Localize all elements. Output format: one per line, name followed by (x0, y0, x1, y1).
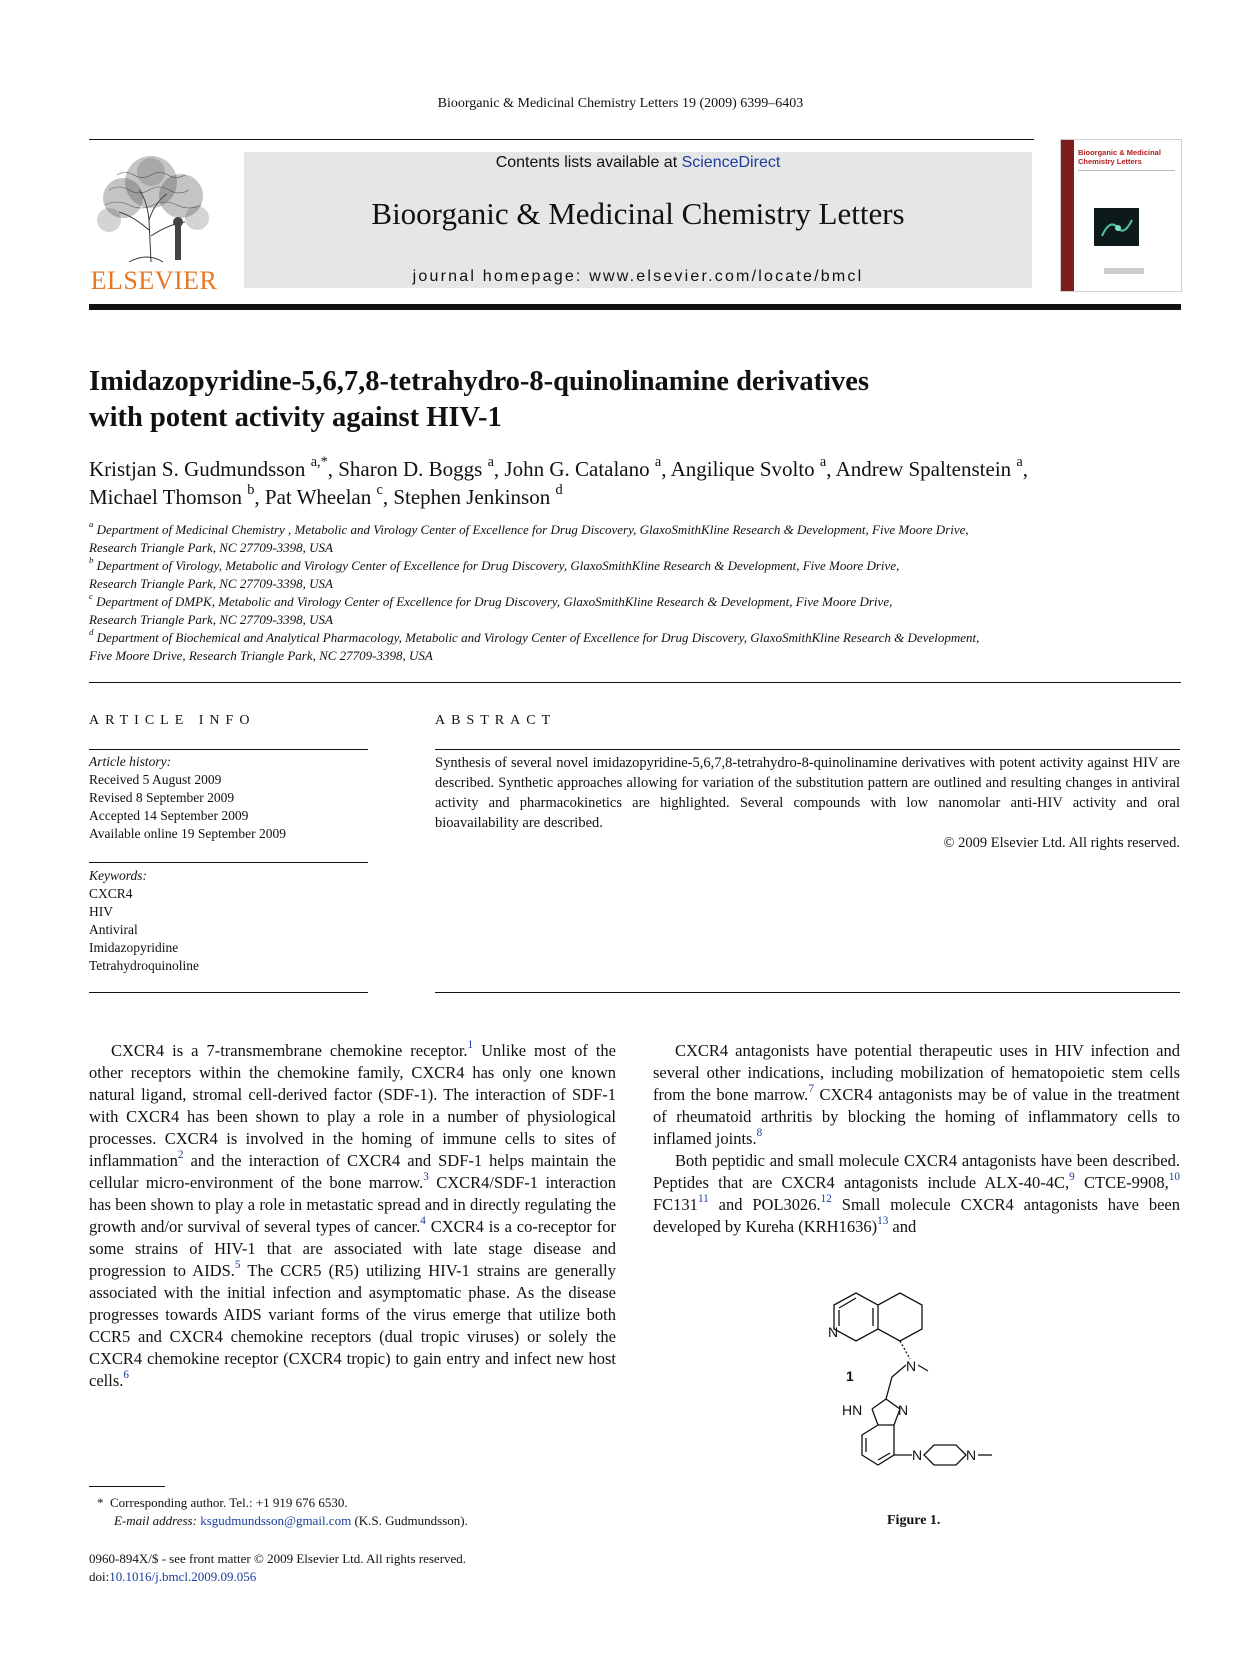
elsevier-logo[interactable] (89, 150, 219, 295)
body-paragraph: Both peptidic and small molecule CXCR4 antagonists have been described. Peptides that are CXCR4 antagonists include ALX-40-4C,$^9$ CTCE-9908,10 $FC131^{11}$ and POL3026.12 Small molecule CXCR4 antagonists have been developed by Kureha $(KRH1636)^{13}$ and (653, 1151, 1181, 1236)
affiliation-cont: Research Triangle Park, NC 27709-3398, USA (89, 612, 333, 627)
author[interactable]: John G. Catalano $^a$ (504, 453, 662, 481)
homepage-url[interactable]: www.elsevier.com/locate/bmcl (589, 268, 864, 285)
affiliation: $^c$ Department of DMPK, Metabolic and Virology Center of Excellence for Drug Discovery, GlaxoSmithKline Research & Development, Five Moore Drive, (89, 591, 893, 609)
keyword: Imidazopyridine (89, 940, 179, 955)
figure-caption: Figure 1. (887, 1513, 941, 1528)
abstract-copyright: © 2009 Elsevier Ltd. All rights reserved. (943, 835, 1180, 851)
keywords (89, 867, 368, 975)
keyword: HIV (89, 904, 113, 919)
ref-link[interactable]: 2 (177, 1148, 184, 1161)
compound-number: 1 (846, 1368, 854, 1384)
sciencedirect-link[interactable]: ScienceDirect (681, 154, 781, 171)
article-history (89, 753, 368, 843)
elsevier-wordmark: ELSEVIER (90, 266, 218, 295)
abstract-rule (435, 749, 1180, 750)
ref-link[interactable]: 4 (420, 1214, 426, 1227)
atom-label: N (906, 1358, 917, 1374)
journal-banner (244, 152, 1032, 288)
figure-1 (820, 1285, 1020, 1515)
issn-line: 0960-894X/$ - see front matter © 2009 Elsevier Ltd. All rights reserved. (89, 1551, 467, 1566)
affiliation: $^b$ Department of Virology, Metabolic and Virology Center of Excellence for Drug Discovery, GlaxoSmithKline Research & Development, Five Moore Drive, (89, 555, 900, 573)
article-info-heading: ARTICLE INFO (89, 713, 256, 728)
contents-prefix: Contents lists available at (495, 154, 682, 171)
email-line: E-mail address: ksgudmundsson@gmail.com (K.S. Gudmundsson). (114, 1513, 468, 1528)
cover-image (1094, 208, 1139, 246)
atom-label: N (912, 1447, 923, 1463)
doi-line: doi:10.1016/j.bmcl.2009.09.056 (89, 1569, 257, 1584)
author[interactable]: Sharon D. Boggs $^a$ (338, 453, 494, 481)
body-left-column (89, 1040, 616, 1392)
contents-line (244, 152, 1032, 172)
article-title-line1: Imidazopyridine-5,6,7,8-tetrahydro-8-quinolinamine derivatives (89, 366, 870, 397)
article-title (89, 364, 1089, 436)
author[interactable]: Kristjan S. Gudmundsson $^{a,*}$ (89, 453, 328, 481)
header-thick-rule (89, 304, 1181, 310)
atom-label: N (966, 1447, 977, 1463)
affiliation-cont: Research Triangle Park, NC 27709-3398, USA (89, 540, 333, 555)
author[interactable]: Pat Wheelan $^c$ (264, 481, 383, 509)
homepage-prefix: journal homepage: (412, 268, 590, 285)
keyword: Tetrahydroquinoline (89, 958, 200, 973)
history-revised: Revised 8 September 2009 (89, 790, 235, 805)
affiliations (89, 521, 1189, 665)
affiliation-rule (89, 682, 1181, 683)
ref-link[interactable]: 6 (123, 1368, 129, 1381)
author[interactable]: Stephen Jenkinson $^d$ (393, 481, 563, 509)
journal-title: Bioorganic & Medicinal Chemistry Letters (371, 196, 905, 231)
ref-link[interactable]: 7 (808, 1082, 814, 1095)
history-online: Available online 19 September 2009 (89, 826, 286, 841)
affiliation-cont: Research Triangle Park, NC 27709-3398, USA (89, 576, 333, 591)
keyword: Antiviral (89, 922, 138, 937)
corresponding-author: * Corresponding author. Tel.: +1 919 676 6530. (97, 1495, 348, 1510)
author[interactable]: Michael Thomson $^b$ (89, 481, 255, 509)
footnote-rule (89, 1486, 165, 1487)
cover-publisher-mark (1104, 268, 1144, 274)
email-link[interactable]: ksgudmundsson@gmail.com (200, 1513, 352, 1528)
article-title-line2: with potent activity against HIV-1 (89, 402, 502, 433)
history-label: Article history: (89, 754, 172, 769)
history-accepted: Accepted 14 September 2009 (89, 808, 249, 823)
ref-link[interactable]: 8 (756, 1126, 763, 1139)
cover-divider (1078, 170, 1175, 171)
article-info-rule (89, 749, 368, 750)
journal-cover-thumbnail[interactable] (1060, 139, 1182, 292)
compound-1-structure (820, 1285, 1020, 1515)
elsevier-tree-icon (89, 150, 219, 265)
affiliation-cont: Five Moore Drive, Research Triangle Park, NC 27709-3398, USA (89, 648, 433, 663)
atom-label: HN (842, 1402, 863, 1418)
header-top-rule (89, 139, 1034, 140)
author[interactable]: Andrew Spaltenstein $^a$ (835, 453, 1023, 481)
abstract (435, 753, 1180, 853)
body-right-column (653, 1040, 1180, 1238)
footnotes (89, 1494, 649, 1530)
ref-link[interactable]: 5 (234, 1258, 241, 1271)
affiliation: $^d$ Department of Biochemical and Analytical Pharmacology, Metabolic and Virology Center of Excellence for Drug Discovery, GlaxoSmithKline Research & Development, (89, 627, 980, 645)
ref-link[interactable]: 1 (467, 1038, 474, 1051)
abstract-text: Synthesis of several novel imidazopyridine-5,6,7,8-tetrahydro-8-quinolinamine derivatives with potent activity against HIV are described. Synthetic approaches allowing for variation of the substitution pattern are outlined and resulting changes in antiviral activity and pharmacokinetics are highlighted. Several compounds with low nanomolar anti-HIV activity and oral bioavailability are described. (435, 755, 1180, 831)
body-paragraph: CXCR4 antagonists have potential therapeutic uses in HIV infection and several other indications, including mobilization of hematopoietic stem cells from the bone marrow.$^7$ CXCR4 antagonists may be of value in the treatment of rheumatoid arthritis by blocking the homing of inflammatory cells to inflamed joints.$^8$ (653, 1041, 1180, 1148)
atom-label: N (898, 1402, 909, 1418)
author[interactable]: Angilique Svolto $^a$ (670, 453, 827, 481)
ref-link[interactable]: 3 (423, 1170, 429, 1183)
history-received: Received 5 August 2009 (89, 772, 222, 787)
abstract-heading: ABSTRACT (435, 713, 557, 728)
ref-link[interactable]: 9 (1069, 1170, 1075, 1183)
journal-homepage (244, 268, 1032, 286)
ref-link[interactable]: 12 (820, 1192, 832, 1205)
keywords-label: Keywords: (89, 868, 147, 883)
ref-link[interactable]: 13 (877, 1214, 889, 1227)
affiliation: $^a$ Department of Medicinal Chemistry , Metabolic and Virology Center of Excellence for Drug Discovery, GlaxoSmithKline Research & Development, Five Moore Drive, (89, 519, 969, 537)
ref-link[interactable]: 10 (1168, 1170, 1181, 1183)
author-list: Kristjan S. Gudmundsson $^{a,*}$, Sharon D. Boggs $^a$, John G. Catalano $^a$, Angilique Svolto $^a$, Andrew Spaltenstein $^a$, Michael Thomson $^b$, Pat Wheelan $^c$, Stephen Jenkinson $^d$ (89, 453, 1028, 509)
journal-citation: Bioorganic & Medicinal Chemistry Letters 19 (2009) 6399–6403 (437, 96, 804, 111)
keywords-rule (89, 862, 368, 863)
cover-title: Bioorganic & Medicinal Chemistry Letters (1078, 148, 1161, 166)
doi-link[interactable]: 10.1016/j.bmcl.2009.09.056 (109, 1569, 257, 1584)
article-info-bottom-rule (89, 992, 368, 993)
atom-label: N (828, 1324, 839, 1340)
abstract-bottom-rule (435, 992, 1180, 993)
body-paragraph: CXCR4 is a 7-transmembrane chemokine receptor.$^1$ Unlike most of the other receptors within the chemokine family, CXCR4 has only one known natural ligand, stromal cell-derived factor (SDF-1). The interaction of SDF-1 with CXCR4 has been shown to play a role in a number of physiological processes. CXCR4 is involved in the homing of immune cells to sites of inflammation$^2$ and the interaction of CXCR4 and SDF-1 helps maintain the cellular micro-environment of the bone marrow.$^3$ CXCR4/SDF-1 interaction has been shown to play a role in metastatic spread and in directly regulating the growth and/or survival of several types of cancer.$^4$ CXCR4 is a co-receptor for some strains of HIV-1 that are associated with late stage disease and progression to AIDS.$^5$ The CCR5 (R5) utilizing HIV-1 strains are generally associated with the initial infection and asymptomatic phase. As the disease progresses towards AIDS variant forms of the virus emerge that utilize both CCR5 and CXCR4 chemokine receptors (dual tropic viruses) or solely the CXCR4 chemokine receptor (CXCR4 tropic) to gain entry and infect new host cells.$^6$ (89, 1038, 616, 1390)
issn-doi (89, 1550, 649, 1586)
keyword: CXCR4 (89, 886, 133, 901)
ref-link[interactable]: 11 (697, 1192, 709, 1205)
